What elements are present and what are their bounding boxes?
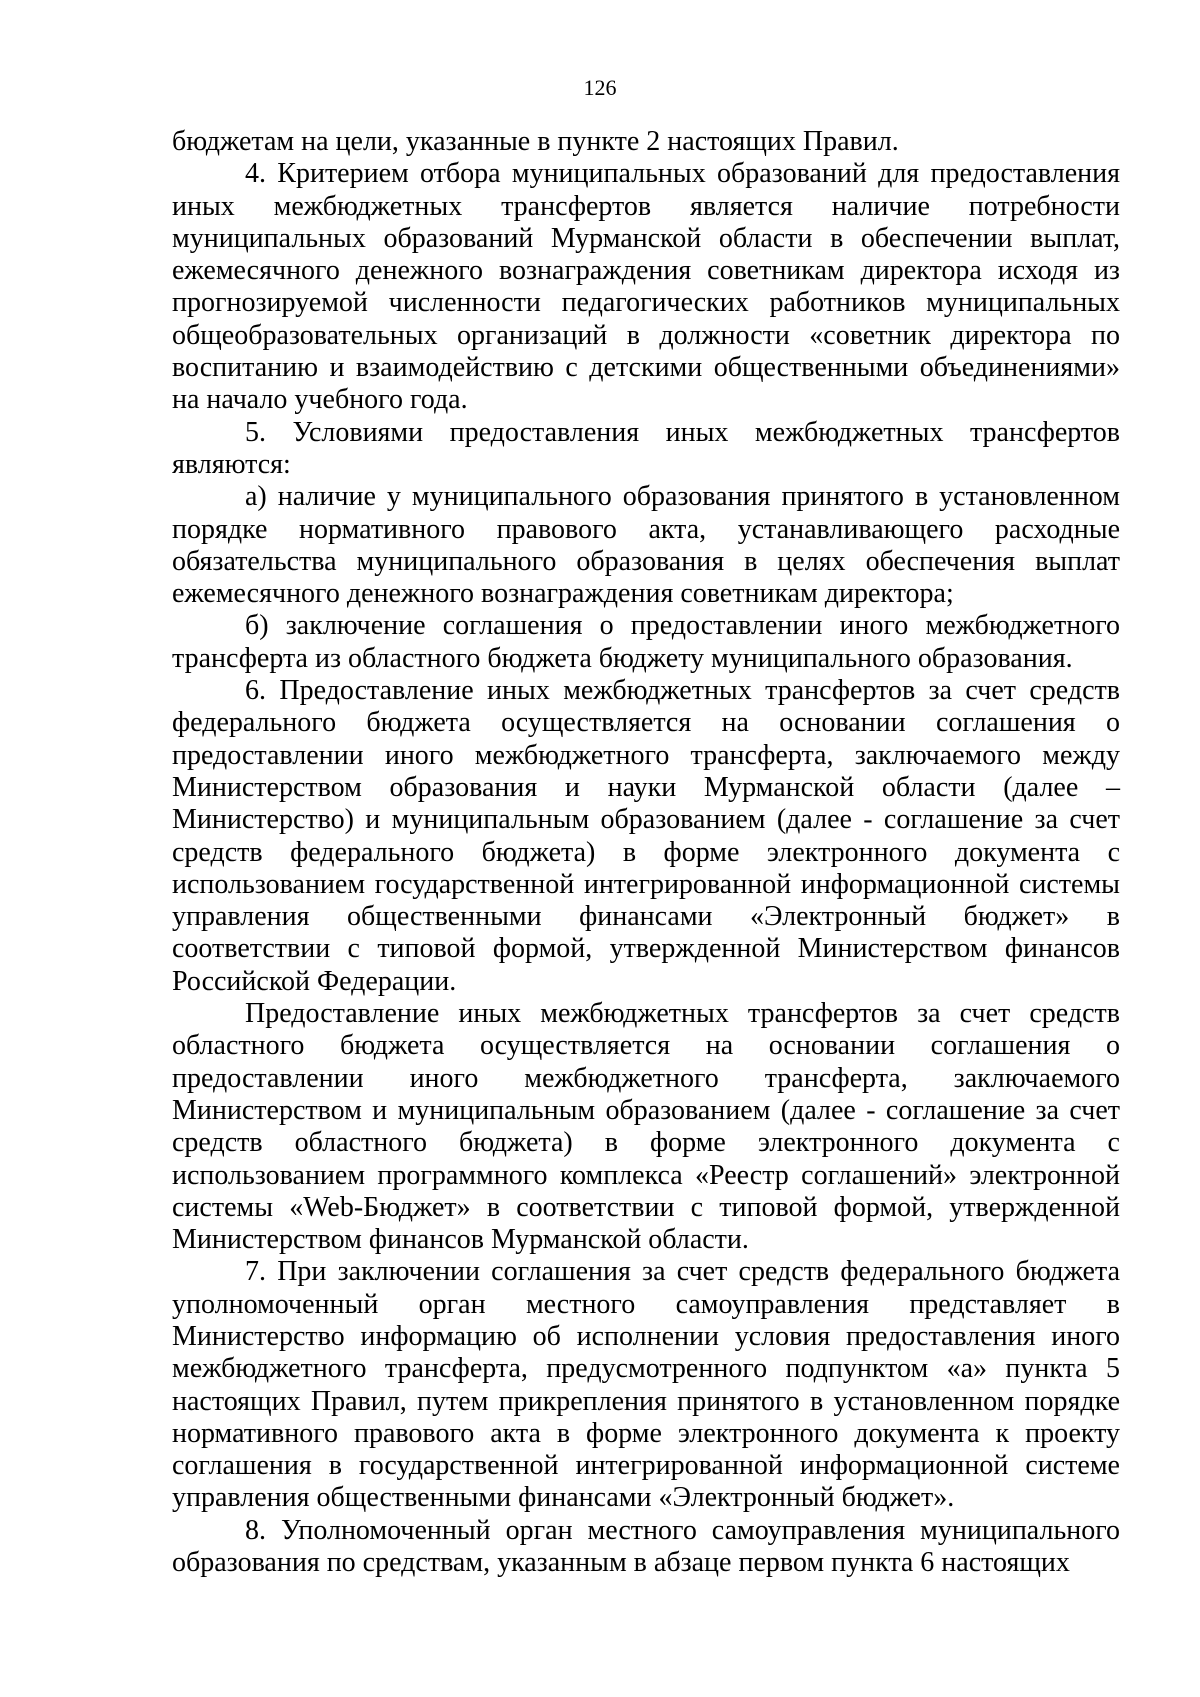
page-number: 126	[583, 75, 617, 100]
paragraph-item-8: 8. Уполномоченный орган местного самоуправления муниципального образования по средствам, указанным в абзаце первом пункта 6 настоящих	[172, 1514, 1120, 1579]
paragraph-continuation: бюджетам на цели, указанные в пункте 2 настоящих Правил.	[172, 126, 899, 157]
paragraph-item-6-second: Предоставление иных межбюджетных трансфертов за счет средств областного бюджета осуществляется на основании соглашения о предоставлении иного межбюджетного трансферта, заключаемого Министерством и муниципальным образованием (далее - соглашение за счет средств областного бюджета) в форме электронного документа с использованием программного комплекса «Реестр соглашений» электронной системы «Web-Бюджет» в соответствии с типовой формой, утвержденной Министерством финансов Мурманской области.	[172, 998, 1120, 1256]
document-body	[172, 126, 1120, 1579]
paragraph-item-5a: а) наличие у муниципального образования принятого в установленном порядке нормативного правового акта, устанавливающего расходные обязательства муниципального образования в целях обеспечения выплат ежемесячного денежного вознаграждения советникам директора;	[172, 481, 1120, 610]
paragraph-item-5b: б) заключение соглашения о предоставлении иного межбюджетного трансферта из областного бюджета бюджету муниципального образования.	[172, 610, 1120, 674]
paragraph-item-5: 5. Условиями предоставления иных межбюджетных трансфертов являются:	[172, 416, 1120, 480]
paragraph-item-6: 6. Предоставление иных межбюджетных трансфертов за счет средств федерального бюджета осуществляется на основании соглашения о предоставлении иного межбюджетного трансферта, заключаемого между Министерством образования и науки Мурманской области (далее – Министерство) и муниципальным образованием (далее - соглашение за счет средств федерального бюджета) в форме электронного документа с использованием государственной интегрированной информационной системы управления общественными финансами «Электронный бюджет» в соответствии с типовой формой, утвержденной Министерством финансов Российской Федерации.	[172, 675, 1120, 997]
paragraph-item-7: 7. При заключении соглашения за счет средств федерального бюджета уполномоченный орган местного самоуправления представляет в Министерство информацию об исполнении условия предоставления иного межбюджетного трансферта, предусмотренного подпунктом «а» пункта 5 настоящих Правил, путем прикрепления принятого в установленном порядке нормативного правового акта в форме электронного документа к проекту соглашения в государственной интегрированной информационной системе управления общественными финансами «Электронный бюджет».	[172, 1256, 1120, 1514]
paragraph-item-4: 4. Критерием отбора муниципальных образований для предоставления иных межбюджетных трансфертов является наличие потребности муниципальных образований Мурманской области в обеспечении выплат, ежемесячного денежного вознаграждения советникам директора исходя из прогнозируемой численности педагогических работников муниципальных общеобразовательных организаций в должности «советник директора по воспитанию и взаимодействию с детскими общественными объединениями» на начало учебного года.	[172, 158, 1120, 416]
